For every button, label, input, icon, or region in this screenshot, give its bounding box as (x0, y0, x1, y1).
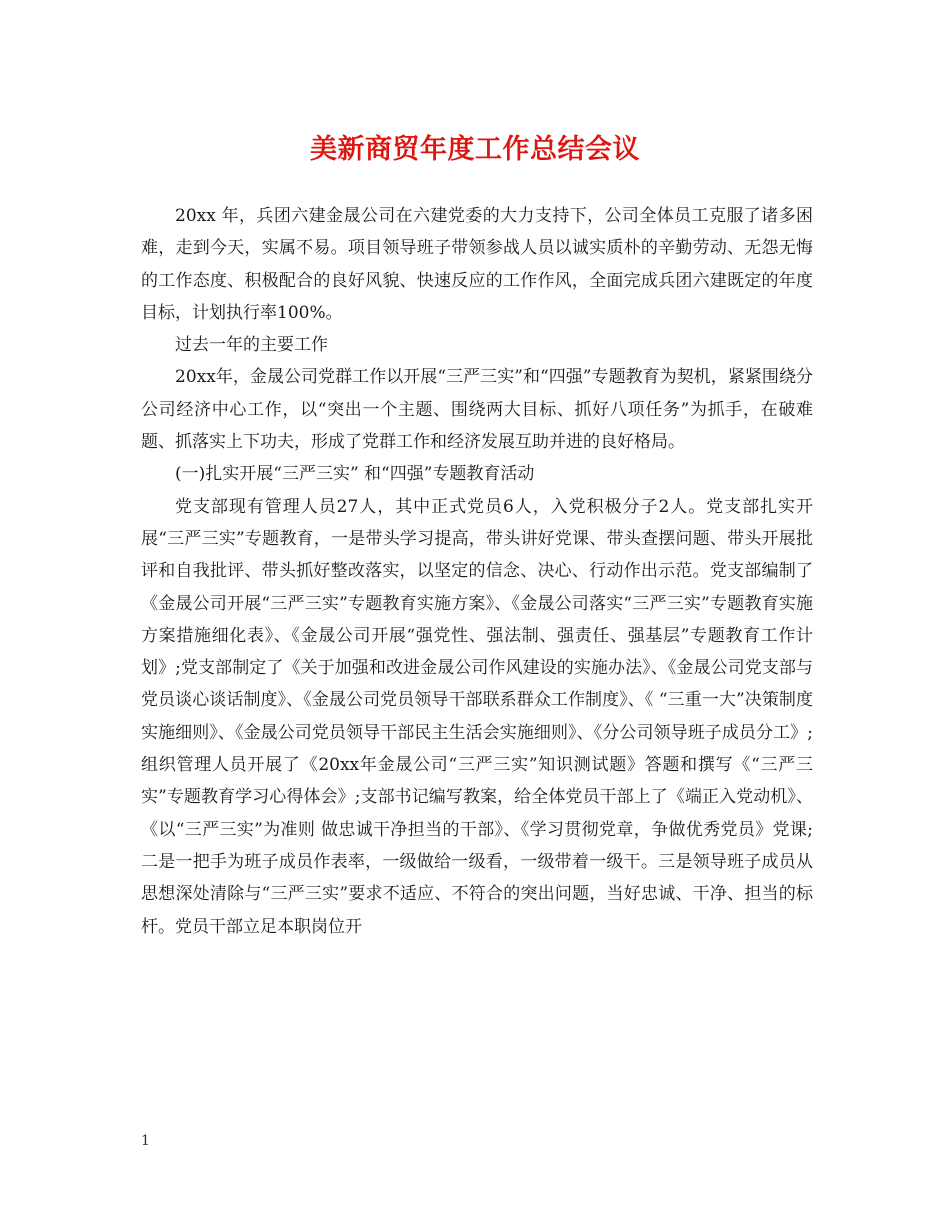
document-body (141, 200, 813, 943)
page-number: 1 (141, 1133, 150, 1149)
section-heading-main-work: 过去一年的主要工作 (175, 335, 328, 356)
document-title: 美新商贸年度工作总结会议 (310, 134, 640, 165)
paragraph-intro: 20xx 年，兵团六建金晟公司在六建党委的大力支持下，公司全体员工克服了诸多困难，走到今天，实属不易。项目领导班子带领参战人员以诚实质朴的辛勤劳动、无怨无悔的工作态度、积极配合的良好风貌、快速反应的工作作风，全面完成兵团六建既定的年度目标，计划执行率100%。 (141, 206, 813, 323)
section-heading-education: (一)扎实开展“三严三实” 和“四强”专题教育活动 (175, 464, 535, 485)
paragraph-party-work: 20xx年，金晟公司党群工作以开展“三严三实”和“四强”专题教育为契机，紧紧围绕分公司经济中心工作，以“突出一个主题、围绕两大目标、抓好八项任务”为抓手，在破难题、抓落实上下功夫，形成了党群工作和经济发展互助并进的良好格局。 (141, 367, 813, 453)
paragraph-party-branch: 党支部现有管理人员27人，其中正式党员6人，入党积极分子2人。党支部扎实开展“三严三实”专题教育，一是带头学习提高，带头讲好党课、带头查摆问题、带头开展批评和自我批评、带头抓好整改落实，以坚定的信念、决心、行动作出示范。党支部编制了《金晟公司开展“三严三实”专题教育实施方案》、《金晟公司落实“三严三实”专题教育实施方案措施细化表》、《金晟公司开展“强党性、强法制、强责任、强基层”专题教育工作计划》;党支部制定了《关于加强和改进金晟公司作风建设的实施办法》、《金晟公司党支部与党员谈心谈话制度》、《金晟公司党员领导干部联系群众工作制度》、《 “三重一大”决策制度实施细则》、《金晟公司党员领导干部民主生活会实施细则》、《分公司领导班子成员分工》;组织管理人员开展了《20xx年金晟公司“三严三实”知识测试题》答题和撰写《“三严三实”专题教育学习心得体会》;支部书记编写教案，给全体党员干部上了《端正入党动机》、《以“三严三实”为准则 做忠诚干净担当的干部》、《学习贯彻党章，争做优秀党员》党课;二是一把手为班子成员作表率，一级做给一级看，一级带着一级干。三是领导班子成员从思想深处清除与“三严三实”要求不适应、不符合的突出问题，当好忠诚、干净、担当的标杆。党员干部立足本职岗位开 (141, 496, 813, 937)
